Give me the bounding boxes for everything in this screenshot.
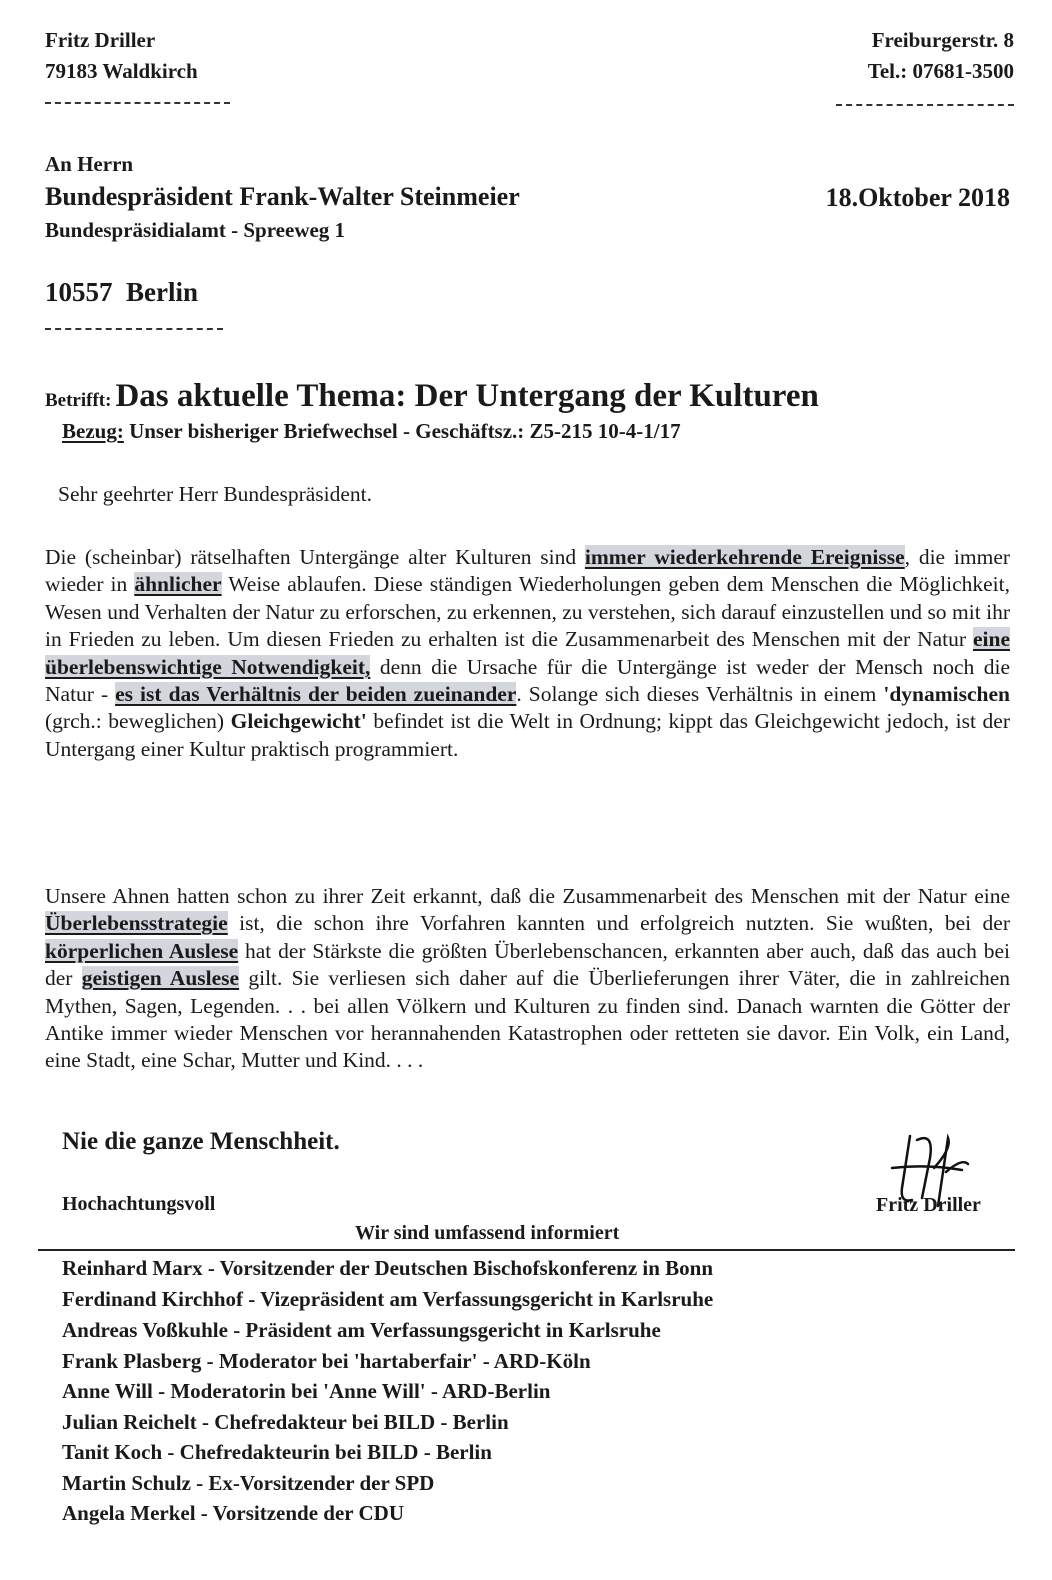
sender-divider xyxy=(45,102,230,104)
cc-list-item: Anne Will - Moderatorin bei 'Anne Will' - ARD-Berlin xyxy=(62,1379,551,1403)
p1-text: (grch.: beweglichen) xyxy=(45,709,231,734)
p1-text: Weise ablaufen. Diese ständigen Wiederholungen geben dem Menschen die Möglichkeit, Wesen und Verhalten der Natur zu erforschen, zu erkennen, zu verstehen, sich darauf einzustellen und so mit ihr in Frieden zu leben. Um diesen Frieden zu erhalten ist die Zusammenarbeit des Menschen mit der Natur xyxy=(45,572,1010,652)
p2-highlight-2: körperlichen Auslese xyxy=(45,938,239,963)
letter-date: 18.Oktober 2018 xyxy=(825,183,1010,212)
p1-highlight-3: eine überlebenswichtige Notwendigkeit, xyxy=(45,627,1010,679)
recipient-postal-line xyxy=(45,277,198,308)
signature-name: Fritz Driller xyxy=(876,1194,981,1216)
p1-text: . Solange sich dieses Verhältnis in einem xyxy=(516,682,884,707)
cc-list-item: Tanit Koch - Chefredakteurin bei BILD - Berlin xyxy=(62,1440,492,1464)
closing-phrase: Hochachtungsvoll xyxy=(62,1193,216,1215)
p2-highlight-3: geistigen Auslese xyxy=(81,966,240,991)
cc-list-item: Andreas Voßkuhle - Präsident am Verfassungsgericht in Karlsruhe xyxy=(62,1318,661,1342)
cc-list-item: Julian Reichelt - Chefredakteur bei BILD - Berlin xyxy=(62,1410,509,1434)
subject-label: Betrifft: xyxy=(45,390,112,411)
cc-list-item: Frank Plasberg - Moderator bei 'hartaberfair' - ARD-Köln xyxy=(62,1349,591,1373)
p1-highlight-1: immer wiederkehrende Ereignisse xyxy=(584,545,905,569)
cc-list-item: Martin Schulz - Ex-Vorsitzender der SPD xyxy=(62,1471,435,1495)
body-paragraph-1 xyxy=(45,544,1010,763)
reference-text: Unser bisheriger Briefwechsel - Geschäftsz.: Z5-215 10-4-1/17 xyxy=(129,419,681,443)
reference-line xyxy=(62,419,681,444)
p1-bold-2: Gleichgewicht' xyxy=(230,709,367,734)
recipient-salutation: An Herrn xyxy=(45,152,134,176)
subject-line xyxy=(45,378,819,415)
p1-text: befindet ist die Welt in Ordnung; kippt das Gleichgewicht jedoch, ist der Untergang einer Kultur praktisch programmiert. xyxy=(45,709,1010,761)
p1-text: denn die Ursache für die Untergänge ist weder der Mensch noch die Natur - xyxy=(45,654,1010,707)
recipient-city: Berlin xyxy=(126,277,198,307)
closing-statement: Nie die ganze Menschheit. xyxy=(62,1128,340,1155)
sender-city: 79183 Waldkirch xyxy=(45,59,198,83)
cc-list-item: Angela Merkel - Vorsitzende der CDU xyxy=(62,1501,404,1525)
greeting: Sehr geehrter Herr Bundespräsident. xyxy=(58,482,373,506)
p2-highlight-1: Überlebensstrategie xyxy=(45,911,228,936)
sender-street: Freiburgerstr. 8 xyxy=(871,28,1014,52)
cc-list-item: Ferdinand Kirchhof - Vizepräsident am Verfassungsgericht in Karlsruhe xyxy=(62,1287,714,1311)
cc-list-item: Reinhard Marx - Vorsitzender der Deutschen Bischofskonferenz in Bonn xyxy=(62,1256,714,1280)
p1-text: , die immer wieder in xyxy=(45,545,1011,597)
cc-heading: Wir sind umfassend informiert xyxy=(355,1222,620,1244)
sender-name: Fritz Driller xyxy=(45,28,156,52)
contact-divider xyxy=(836,104,1014,106)
p1-highlight-4: es ist das Verhältnis der beiden zueinander xyxy=(115,682,517,707)
p2-text: hat der Stärkste die größten Überlebenschancen, erkannten aber auch, daß das auch bei der xyxy=(45,938,1010,991)
body-paragraph-2 xyxy=(45,883,1010,1075)
p1-text: Die (scheinbar) rätselhaften Untergänge alter Kulturen sind xyxy=(45,545,585,569)
p2-text: Unsere Ahnen hatten schon zu ihrer Zeit erkannt, daß die Zusammenarbeit des Menschen mit der Natur eine xyxy=(45,884,1010,908)
recipient-postal-code: 10557 xyxy=(45,277,113,307)
cc-divider xyxy=(38,1249,1015,1251)
recipient-office: Bundespräsidialamt - Spreeweg 1 xyxy=(45,218,346,242)
recipient-name: Bundespräsident Frank-Walter Steinmeier xyxy=(45,182,520,211)
subject-text: Das aktuelle Thema: Der Untergang der Kulturen xyxy=(115,378,819,414)
recipient-divider xyxy=(45,328,223,330)
p1-bold-1: 'dynamischen xyxy=(883,682,1010,707)
p1-highlight-2: ähnlicher xyxy=(134,572,222,597)
reference-label: Bezug: xyxy=(62,419,124,443)
p2-text: ist, die schon ihre Vorfahren kannten und erfolgreich nutzten. Sie wußten, bei der xyxy=(227,911,1010,936)
sender-phone: Tel.: 07681-3500 xyxy=(867,59,1014,83)
p2-text: gilt. Sie verliesen sich daher auf die Überlieferungen ihrer Väter, die in zahlreichen Mythen, Sagen, Legenden. . . bei allen Völkern und Kulturen zu finden sind. Danach warnten die Götter der Antike immer wieder Menschen vor herannahenden Katastrophen oder retteten sie davor. Ein Volk, ein Land, eine Stadt, eine Schar, Mutter und Kind. . . . xyxy=(45,966,1011,1073)
